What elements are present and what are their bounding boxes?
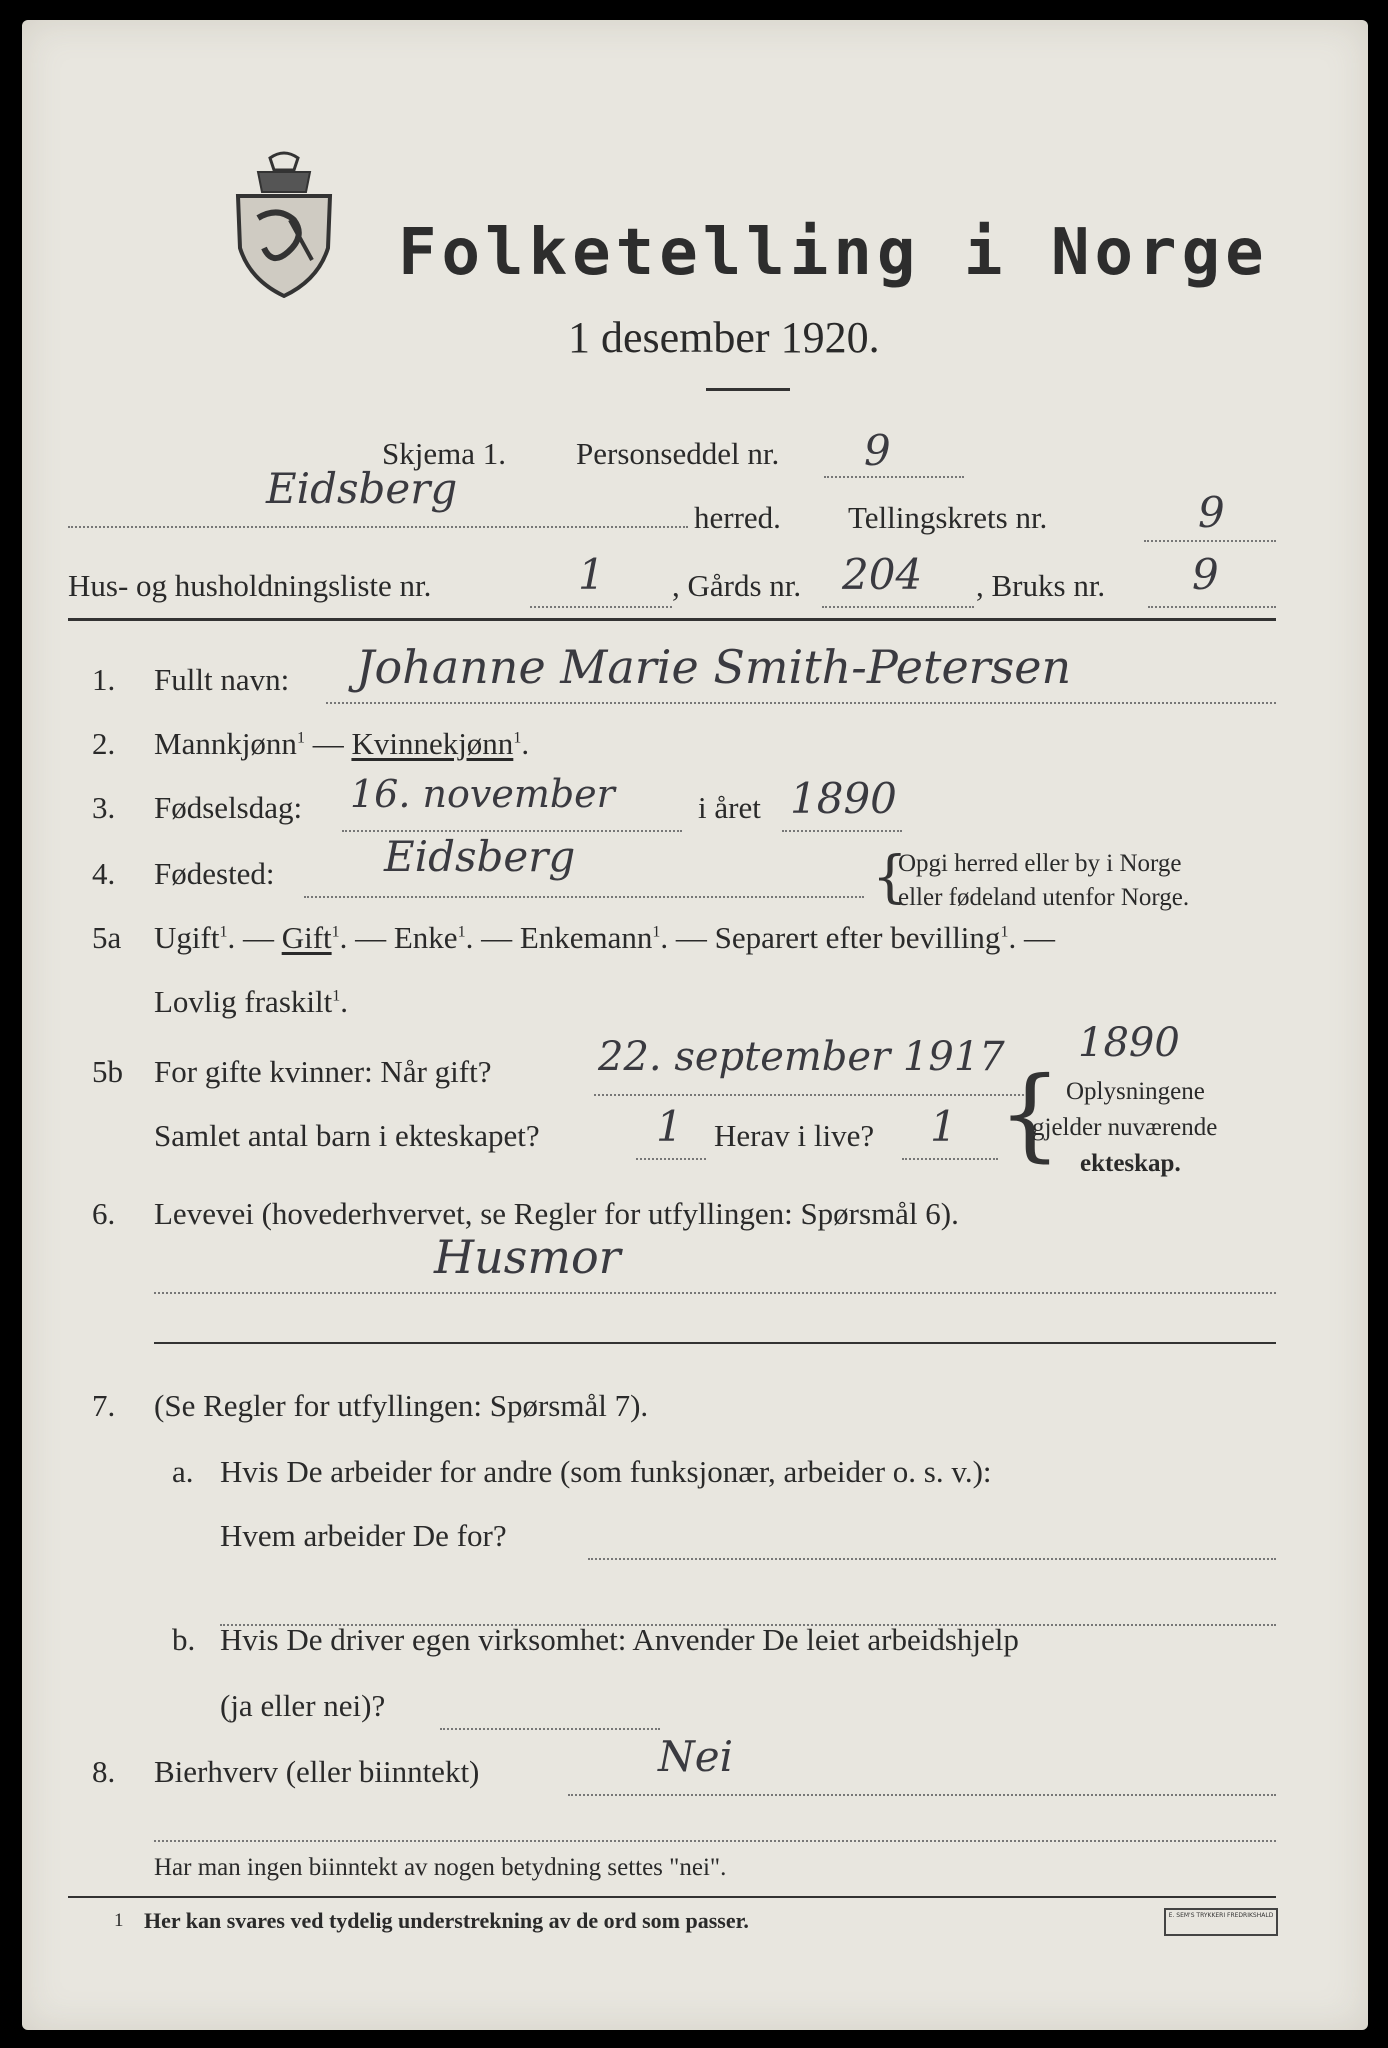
q6-number: 6.: [92, 1196, 116, 1231]
birthplace-field[interactable]: [304, 832, 864, 898]
q1-number: 1.: [92, 662, 116, 697]
side-income-extra-field[interactable]: [154, 1820, 1276, 1842]
full-name-field[interactable]: [326, 640, 1276, 704]
enkemann-option[interactable]: Enkemann: [519, 920, 653, 955]
q6-label: Levevei (hovederhvervet, se Regler for utfyllingen: Spørsmål 6).: [154, 1196, 959, 1231]
birth-year-value: 1890: [790, 774, 897, 823]
barn-value: 1: [656, 1102, 683, 1151]
q1-label: Fullt navn:: [154, 662, 290, 697]
gards-label: , Gårds nr.: [672, 568, 802, 603]
tellingskrets-field[interactable]: [1144, 488, 1276, 542]
enke-option[interactable]: Enke: [393, 920, 458, 955]
title-divider: [706, 388, 790, 391]
marriage-note-1: Oplysningene: [1066, 1078, 1205, 1105]
birthday-field[interactable]: [342, 772, 682, 832]
personseddel-value: 9: [864, 426, 891, 475]
footnote-text: Her kan svares ved tydelig understrekning av de ord som passer.: [144, 1908, 749, 1933]
q7a-question: Hvem arbeider De for?: [220, 1518, 507, 1553]
barn-label: Samlet antal barn i ekteskapet?: [154, 1118, 540, 1153]
skjema-label: Skjema 1.: [382, 436, 506, 471]
q2-number: 2.: [92, 726, 116, 761]
q5a-number: 5a: [92, 920, 122, 955]
marriage-brace: {: [998, 1055, 1062, 1172]
male-option[interactable]: Mannkjønn: [154, 726, 297, 761]
marriage-date-field[interactable]: [594, 1034, 1024, 1096]
occupation-extra-line[interactable]: [154, 1342, 1276, 1344]
ilive-label: Herav i live?: [714, 1118, 875, 1153]
form-title: Folketelling i Norge: [398, 216, 1269, 290]
bruks-field[interactable]: [1148, 550, 1276, 608]
birth-year-field[interactable]: [782, 774, 902, 832]
marriage-note-3: ekteskap.: [1080, 1150, 1181, 1177]
gift-option[interactable]: Gift: [281, 920, 332, 955]
personseddel-field[interactable]: [824, 426, 964, 478]
gards-field[interactable]: [822, 550, 974, 608]
q3-number: 3.: [92, 790, 116, 825]
q7a-letter: a.: [172, 1454, 194, 1489]
personseddel-label: Personseddel nr.: [576, 436, 780, 471]
q5b-label: For gifte kvinner: Når gift?: [154, 1054, 492, 1089]
husliste-label: Hus- og husholdningsliste nr.: [68, 568, 432, 603]
census-form: [22, 20, 1368, 2030]
birthday-value: 16. november: [350, 772, 615, 816]
q7-number: 7.: [92, 1388, 116, 1423]
full-name-value: Johanne Marie Smith-Petersen: [356, 640, 1072, 694]
q5a-fraskilt: Lovlig fraskilt$^1$.: [154, 984, 348, 1019]
q7b-letter: b.: [172, 1622, 196, 1657]
q7a-text: Hvis De arbeider for andre (som funksjonær, arbeider o. s. v.):: [220, 1454, 992, 1489]
ilive-field[interactable]: [902, 1102, 998, 1160]
q3-label: Fødselsdag:: [154, 790, 303, 825]
tellingskrets-value: 9: [1198, 488, 1225, 537]
footer-note: Har man ingen biinntekt av nogen betydning settes "nei".: [154, 1854, 727, 1881]
herred-value: Eidsberg: [266, 464, 458, 513]
q5a-marital-options: Ugift$^1$. — Gift$^1$. — Enke$^1$. — Enkemann$^1$. — Separert efter bevilling$^1$. —: [154, 920, 1055, 955]
herred-label: herred.: [694, 500, 781, 535]
printer-stamp: E. SEM'S TRYKKERI FREDRIKSHALD: [1164, 1908, 1278, 1936]
q5b-number: 5b: [92, 1054, 123, 1089]
coat-of-arms-icon: [228, 148, 340, 298]
herred-field[interactable]: [68, 464, 688, 528]
separert-option[interactable]: Separert efter bevilling: [714, 920, 1001, 955]
q7b-question: (ja eller nei)?: [220, 1688, 386, 1723]
birthplace-value: Eidsberg: [384, 832, 576, 881]
husliste-value: 1: [578, 550, 605, 599]
barn-field[interactable]: [636, 1102, 706, 1160]
q4-label: Fødested:: [154, 856, 275, 891]
ugift-option[interactable]: Ugift: [154, 920, 220, 955]
side-income-value: Nei: [658, 1732, 734, 1781]
side-income-field[interactable]: [568, 1732, 1276, 1796]
fraskilt-option[interactable]: Lovlig fraskilt: [154, 984, 333, 1019]
margin-note: 1890: [1078, 1020, 1180, 1066]
q4-number: 4.: [92, 856, 116, 891]
occupation-field[interactable]: [154, 1230, 1276, 1294]
husliste-field[interactable]: [530, 550, 672, 608]
occupation-value: Husmor: [434, 1230, 621, 1284]
q8-label: Bierhverv (eller biinntekt): [154, 1754, 480, 1789]
bruks-label: , Bruks nr.: [976, 568, 1106, 603]
marriage-note-2: gjelder nuværende: [1032, 1114, 1218, 1141]
gards-value: 204: [842, 550, 923, 599]
employer-field[interactable]: [588, 1538, 1276, 1560]
q2-sex-options: Mannkjønn$^1$ — Kvinnekjønn$^1$.: [154, 726, 530, 761]
hired-help-field[interactable]: [440, 1708, 660, 1730]
bruks-value: 9: [1192, 550, 1219, 599]
ilive-value: 1: [930, 1102, 957, 1151]
q7-label: (Se Regler for utfyllingen: Spørsmål 7).: [154, 1388, 649, 1423]
footnote-mark: 1: [114, 1910, 124, 1931]
q8-number: 8.: [92, 1754, 116, 1789]
birthplace-note-2: eller fødeland utenfor Norge.: [898, 884, 1190, 911]
footer-divider: [68, 1896, 1276, 1898]
marriage-date-value: 22. september 1917: [598, 1034, 1005, 1080]
header-divider: [68, 618, 1276, 621]
female-option[interactable]: Kvinnekjønn: [351, 726, 514, 761]
tellingskrets-label: Tellingskrets nr.: [848, 500, 1048, 535]
birthplace-brace: {: [872, 845, 908, 910]
census-date: 1 desember 1920.: [568, 313, 880, 362]
birthplace-note-1: Opgi herred eller by i Norge: [898, 850, 1182, 877]
birth-year-label: i året: [698, 790, 761, 825]
q7b-text: Hvis De driver egen virksomhet: Anvender De leiet arbeidshjelp: [220, 1622, 1019, 1657]
